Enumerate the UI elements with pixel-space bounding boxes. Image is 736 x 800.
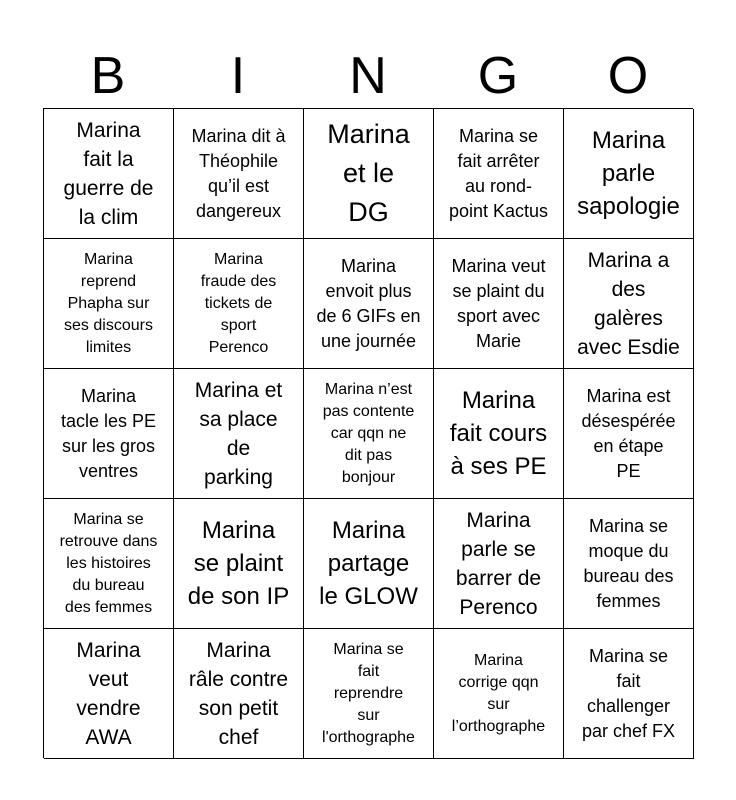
cell-text: Marina veut se plaint du sport avec Marie bbox=[451, 255, 546, 351]
bingo-cell[interactable] bbox=[44, 109, 174, 239]
cell-text: Marina parle se barrer de Perenco bbox=[455, 508, 542, 619]
bingo-cell[interactable] bbox=[44, 239, 174, 369]
cell-text: Marina fait cours à ses PE bbox=[449, 387, 548, 480]
cell-text: Marina dit à Théophile qu’il est dangereux bbox=[191, 125, 286, 221]
cell-text: Marina se retrouve dans les histoires du bureau des femmes bbox=[59, 510, 158, 616]
cell-text: Marina corrige qqn sur l’orthographe bbox=[451, 651, 546, 735]
bingo-cell[interactable] bbox=[44, 629, 174, 759]
bingo-cell[interactable] bbox=[564, 369, 694, 499]
bingo-cell[interactable] bbox=[304, 629, 434, 759]
bingo-grid bbox=[43, 108, 693, 758]
cell-text: Marina se fait reprendre sur l'orthographe bbox=[322, 640, 415, 746]
bingo-cell[interactable] bbox=[434, 629, 564, 759]
cell-text: Marina se fait arrêter au rond- point Kactus bbox=[448, 125, 549, 221]
bingo-cell[interactable] bbox=[434, 239, 564, 369]
header-letter-o: O bbox=[607, 47, 649, 105]
header-letter-g: G bbox=[477, 47, 519, 105]
bingo-cell[interactable] bbox=[434, 109, 564, 239]
bingo-cell[interactable] bbox=[174, 499, 304, 629]
header-letter-n: N bbox=[349, 47, 387, 105]
bingo-cell[interactable] bbox=[174, 369, 304, 499]
bingo-cell[interactable] bbox=[564, 239, 694, 369]
bingo-cell[interactable] bbox=[434, 499, 564, 629]
cell-text: Marina fait la guerre de la clim bbox=[63, 118, 154, 229]
cell-text: Marina se fait challenger par chef FX bbox=[581, 645, 676, 741]
cell-text: Marina se plaint de son IP bbox=[187, 517, 290, 610]
bingo-cell[interactable] bbox=[434, 369, 564, 499]
bingo-cell[interactable] bbox=[564, 629, 694, 759]
cell-text: Marina et le DG bbox=[327, 119, 410, 227]
bingo-cell[interactable] bbox=[564, 109, 694, 239]
cell-text: Marina partage le GLOW bbox=[319, 517, 418, 610]
bingo-cell[interactable] bbox=[44, 369, 174, 499]
bingo-cell[interactable] bbox=[304, 239, 434, 369]
bingo-cell[interactable] bbox=[44, 499, 174, 629]
cell-text: Marina est désespérée en étape PE bbox=[581, 385, 676, 481]
bingo-cell[interactable] bbox=[304, 499, 434, 629]
cell-text: Marina veut vendre AWA bbox=[76, 638, 141, 749]
cell-text: Marina et sa place de parking bbox=[194, 378, 283, 489]
bingo-cell[interactable] bbox=[304, 109, 434, 239]
bingo-header bbox=[43, 44, 693, 108]
cell-text: Marina fraude des tickets de sport Perenco bbox=[200, 250, 277, 356]
bingo-cell[interactable] bbox=[304, 369, 434, 499]
header-letter-b: B bbox=[90, 47, 126, 105]
cell-text: Marina envoit plus de 6 GIFs en une journée bbox=[316, 255, 421, 351]
bingo-cell[interactable] bbox=[564, 499, 694, 629]
cell-text: Marina parle sapologie bbox=[577, 127, 680, 220]
cell-text: Marina râle contre son petit chef bbox=[188, 638, 289, 749]
cell-text: Marina tacle les PE sur les gros ventres bbox=[60, 385, 157, 481]
cell-text: Marina n’est pas contente car qqn ne dit pas bonjour bbox=[322, 380, 415, 486]
cell-text: Marina reprend Phapha sur ses discours limites bbox=[64, 250, 153, 356]
header-letter-i: I bbox=[230, 47, 246, 105]
cell-text: Marina a des galères avec Esdie bbox=[577, 248, 680, 359]
bingo-cell[interactable] bbox=[174, 109, 304, 239]
cell-text: Marina se moque du bureau des femmes bbox=[583, 515, 674, 611]
bingo-cell[interactable] bbox=[174, 629, 304, 759]
bingo-cell[interactable] bbox=[174, 239, 304, 369]
